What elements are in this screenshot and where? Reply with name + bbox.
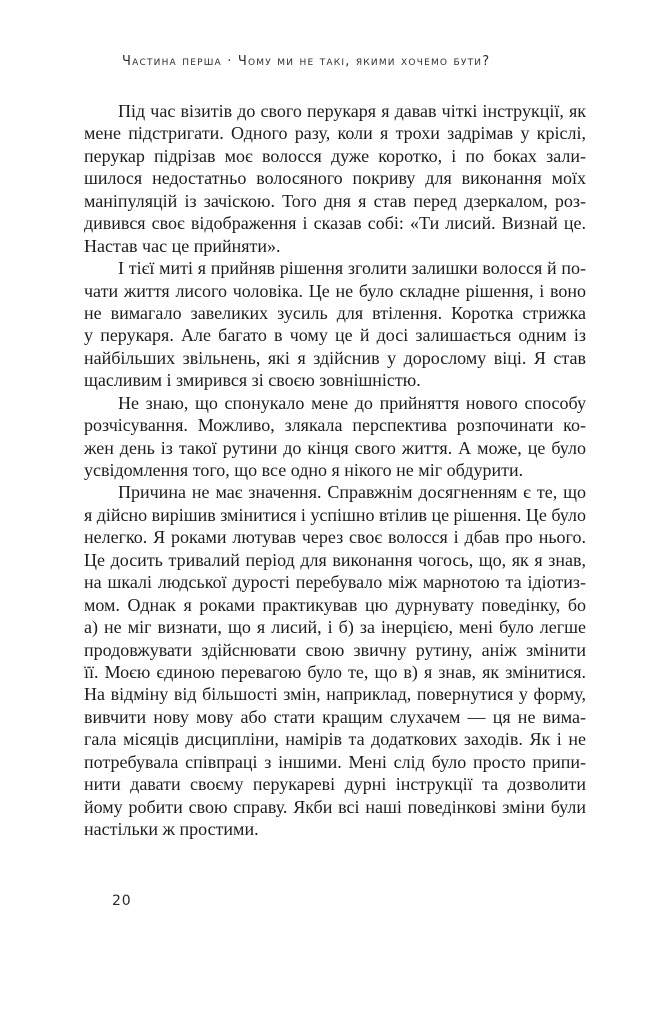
text-line: найбільших звільнень, які я здійснив у дорослому віці. Я став [84, 347, 586, 368]
text-line: а) не міг визнати, що я лисий, і б) за інерцією, мені було легше [84, 617, 586, 638]
text-line: усвідомлення того, що все одно я нікого не міг обдурити. [84, 460, 524, 480]
text-line: продовжувати здійснювати свою звичну рутину, аніж змінити [84, 639, 586, 660]
text-line: дивився своє відображення і сказав собі: «Ти лисий. Визнай це. [84, 213, 586, 234]
text-line: не вимагало завеликих зусиль для втілення. Коротка стрижка [84, 302, 586, 323]
text-line: настільки ж простими. [84, 819, 259, 839]
text-line: вивчити нову мову або стати кращим слухачем — ця не вима- [84, 706, 586, 727]
text-line: потребувала співпраці з іншими. Мені слід було просто припи- [84, 751, 586, 772]
text-line: нити давати своєму перукареві дурні інструкції та дозволити [84, 774, 586, 795]
text-line: я дійсно вирішив змінитися і успішно втілив це рішення. Це було [84, 504, 586, 525]
paragraph [84, 481, 586, 840]
paragraph [84, 257, 586, 392]
text-line: у перукаря. Але багато в чому це й досі залишається одним із [84, 325, 586, 346]
text-line: її. Моєю єдиною перевагою було те, що в) я знав, як змінитися. [84, 661, 586, 682]
text-line: гала місяців дисципліни, намірів та додаткових заходів. Як і не [84, 729, 586, 750]
text-line: шилося недостатньо волосяного покриву для виконання моїх [84, 168, 586, 189]
text-line: розчісування. Можливо, злякала перспектива розпочинати ко- [84, 415, 586, 436]
text-line: Не знаю, що спонукало мене до прийняття нового способу [118, 392, 586, 413]
text-line: мене підстригати. Одного разу, коли я трохи задрімав у кріслі, [84, 123, 586, 144]
text-line: щасливим і змирився зі своєю зовнішністю. [84, 370, 421, 391]
text-line: На відміну від більшості змін, наприклад, повернутися у форму, [84, 684, 586, 705]
paragraph [84, 100, 586, 257]
paragraph [84, 392, 586, 482]
text-line: І тієї миті я прийняв рішення зголити залишки волосся й по- [118, 258, 586, 279]
text-line: Причина не має значення. Справжнім досягненням є те, що [118, 482, 586, 503]
text-line: маніпуляцій із зачіскою. Того дня я став перед дзеркалом, роз- [84, 190, 586, 211]
text-line: Це досить тривалий період для виконання чогось, що, як я знав, [84, 549, 586, 570]
text-line: перукар підрізав моє волосся дуже коротко, і по боках зали- [84, 145, 586, 166]
text-line: жен день із такої рутини до кінця свого життя. А може, це було [84, 437, 586, 458]
text-line: чати життя лисого чоловіка. Це не було складне рішення, і воно [84, 280, 586, 301]
text-line: Під час візитів до свого перукаря я давав чіткі інструкції, як [118, 101, 586, 121]
text-line: на шкалі людської дурості перебувало між марнотою та ідіотиз- [84, 572, 586, 593]
text-line: мом. Однак я роками практикував цю дурнувату поведінку, бо [84, 594, 586, 615]
text-line: йому робити свою справу. Якби всі наші поведінкові зміни були [84, 796, 586, 817]
text-block [84, 100, 586, 840]
text-line: Настав час це прийняти». [84, 235, 281, 256]
text-line: нелегко. Я роками лютував через своє волосся і дбав про нього. [84, 527, 586, 548]
running-header: Частина перша · Чому ми не такі, якими хочемо бути? [122, 54, 491, 69]
page-number: 20 [112, 893, 132, 909]
